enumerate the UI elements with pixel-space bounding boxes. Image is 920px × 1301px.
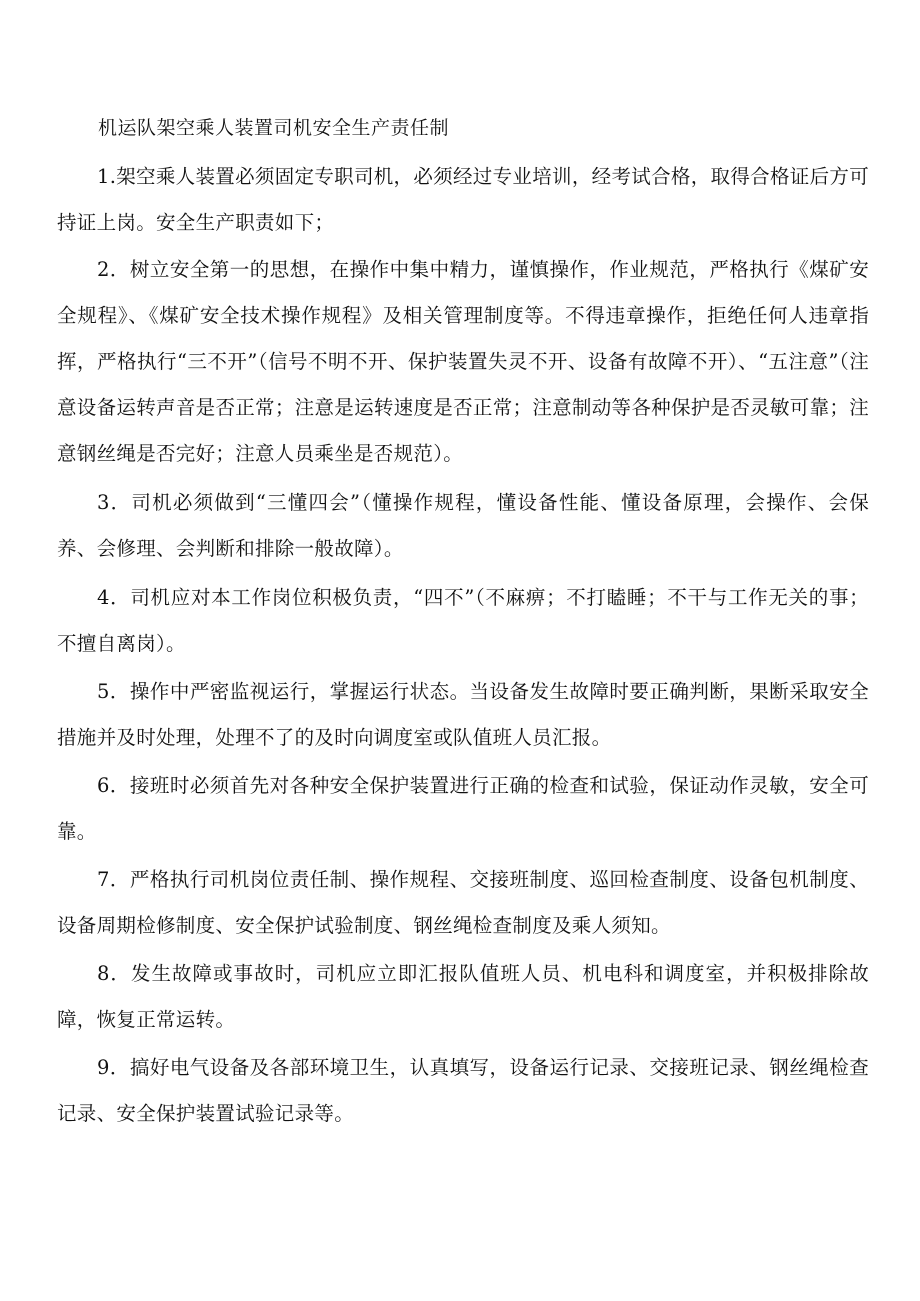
- paragraph-8: 8．发生故障或事故时，司机应立即汇报队值班人员、机电科和调度室，并积极排除故障，恢复正常运转。: [57, 962, 869, 1031]
- paragraph-9: 9．搞好电气设备及各部环境卫生，认真填写，设备运行记录、交接班记录、钢丝绳检查记录、安全保护装置试验记录等。: [57, 1056, 869, 1125]
- document-title: 机运队架空乘人装置司机安全生产责任制: [98, 117, 450, 139]
- paragraph-1: 1.架空乘人装置必须固定专职司机，必须经过专业培训，经考试合格，取得合格证后方可持证上岗。安全生产职责如下；: [57, 165, 869, 234]
- paragraph-7: 7．严格执行司机岗位责任制、操作规程、交接班制度、巡回检查制度、设备包机制度、设备周期检修制度、安全保护试验制度、钢丝绳检查制度及乘人须知。: [57, 868, 869, 937]
- paragraph-4: 4．司机应对本工作岗位积极负责，“四不”（不麻痹；不打瞌睡；不干与工作无关的事；不擅自离岗）。: [57, 586, 869, 655]
- paragraph-3: 3．司机必须做到“三懂四会”（懂操作规程，懂设备性能、懂设备原理，会操作、会保养、会修理、会判断和排除一般故障）。: [57, 491, 869, 560]
- paragraph-5: 5．操作中严密监视运行，掌握运行状态。当设备发生故障时要正确判断，果断采取安全措施并及时处理，处理不了的及时向调度室或队值班人员汇报。: [57, 680, 869, 749]
- paragraph-6: 6．接班时必须首先对各种安全保护装置进行正确的检查和试验，保证动作灵敏，安全可靠。: [57, 774, 869, 843]
- paragraph-2: 2．树立安全第一的思想，在操作中集中精力，谨慎操作，作业规范，严格执行《煤矿安全规程》、《煤矿安全技术操作规程》及相关管理制度等。不得违章操作，拒绝任何人违章指挥，严格执行“三不开”（信号不明不开、保护装置失灵不开、设备有故障不开）、“五注意”（注意设备运转声音是否正常；注意是运转速度是否正常；注意制动等各种保护是否灵敏可靠；注意钢丝绳是否完好；注意人员乘坐是否规范）。: [57, 258, 869, 465]
